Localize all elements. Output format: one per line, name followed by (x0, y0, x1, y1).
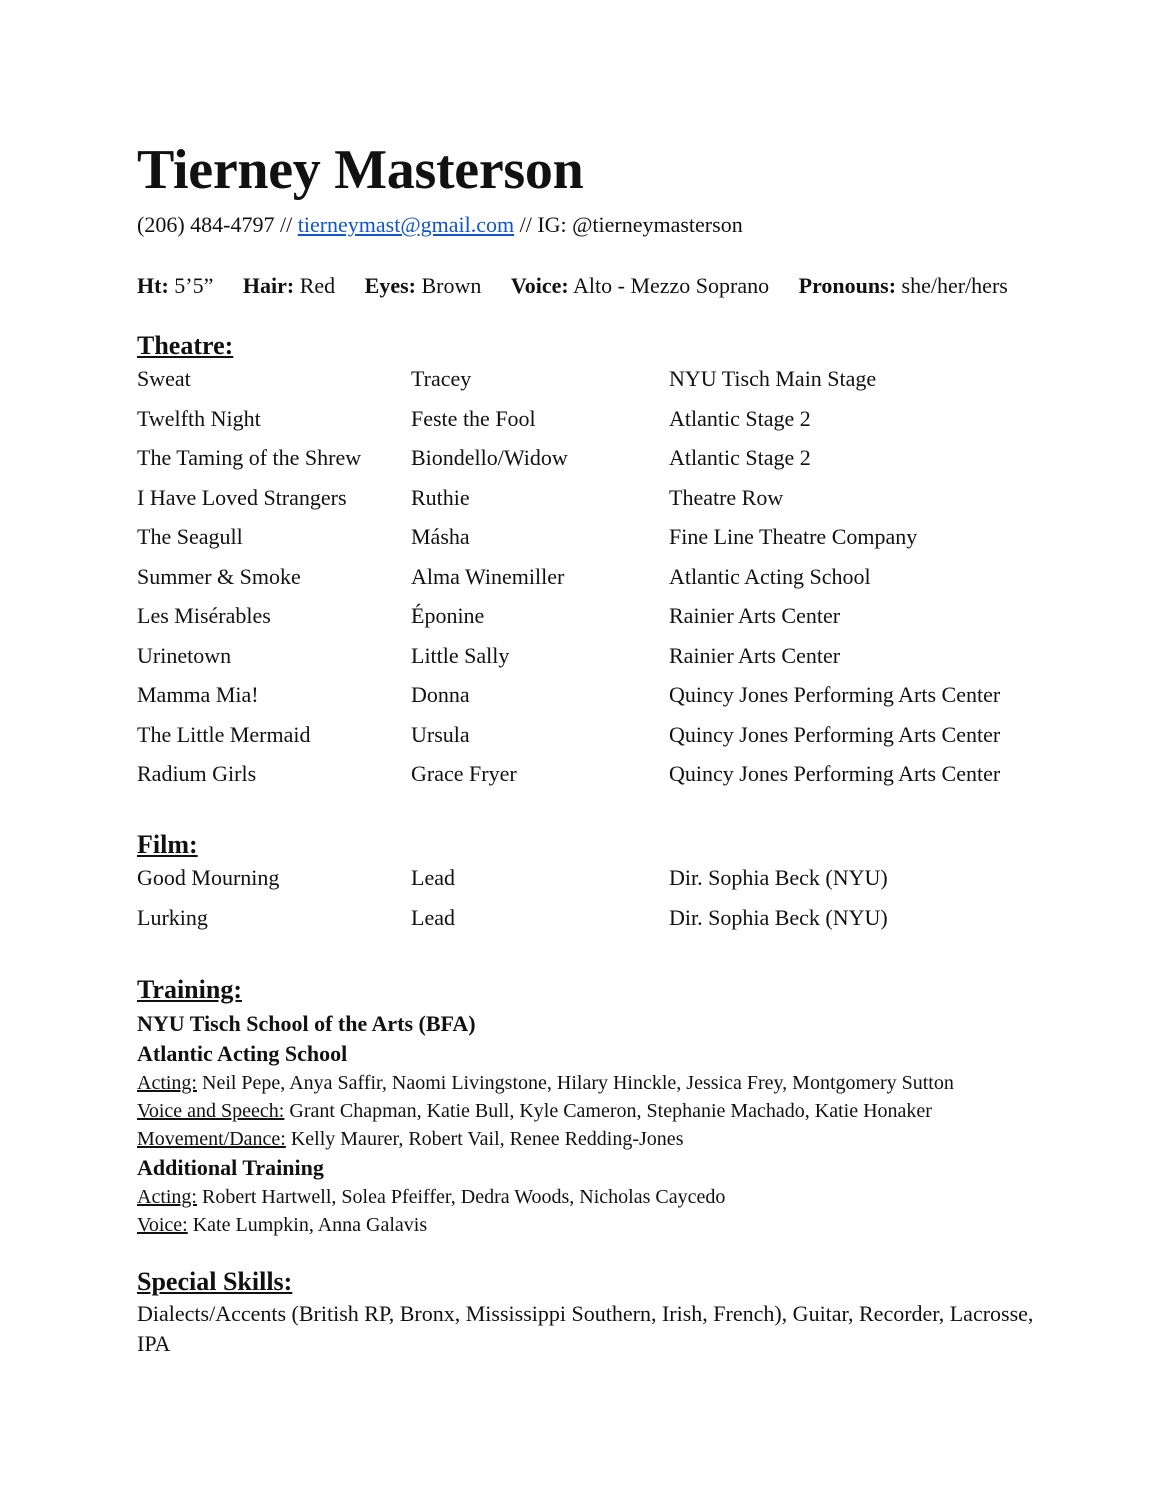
stat-value: she/her/hers (901, 273, 1008, 298)
credit-row (137, 904, 1137, 944)
training-line (137, 1183, 1117, 1211)
stat-label: Hair: (242, 273, 295, 298)
credit-row (137, 484, 1137, 524)
stat-height (137, 273, 213, 298)
credit-show: Mamma Mia! (137, 682, 259, 707)
credit-role: Ruthie (411, 484, 470, 510)
credit-row (137, 444, 1137, 484)
credit-venue: Theatre Row (669, 484, 784, 510)
stat-eyes (365, 273, 482, 298)
credit-row (137, 864, 1137, 904)
credit-role: Lead (411, 865, 455, 890)
theatre-credits (137, 365, 1137, 800)
credit-show: Urinetown (137, 642, 232, 668)
credit-role: Donna (411, 682, 470, 707)
stat-value: 5’5” (174, 273, 214, 298)
credit-role: Éponine (411, 603, 485, 628)
training-school-atlantic: Atlantic Acting School (137, 1041, 348, 1066)
credit-venue: Atlantic Stage 2 (669, 405, 811, 431)
training-teachers: Grant Chapman, Katie Bull, Kyle Cameron, Stephanie Machado, Katie Honaker (284, 1100, 932, 1122)
credit-role: Grace Fryer (411, 761, 517, 786)
stat-label: Pronouns: (798, 273, 897, 298)
credit-role: Feste the Fool (411, 405, 536, 431)
credit-venue: Rainier Arts Center (669, 603, 841, 628)
stat-value: Red (299, 273, 336, 298)
credit-show: Les Misérables (137, 603, 271, 628)
training-section (137, 1009, 1117, 1239)
training-label: Voice: (137, 1214, 188, 1236)
credit-role: Lead (411, 904, 455, 930)
credit-row (137, 365, 1137, 405)
credit-row (137, 721, 1137, 761)
credit-show: Summer & Smoke (137, 563, 301, 589)
training-line (137, 1125, 1117, 1153)
instagram-handle: // IG: @tierneymasterson (514, 212, 743, 237)
stat-hair (243, 273, 335, 298)
email-link[interactable]: tierneymast@gmail.com (297, 212, 515, 237)
credit-venue: Quincy Jones Performing Arts Center (669, 721, 1001, 747)
section-title-skills: Special Skills: (137, 1267, 293, 1296)
credit-show: Radium Girls (137, 761, 257, 786)
training-label: Voice and Speech: (137, 1100, 285, 1122)
stat-value: Alto - Mezzo Soprano (573, 273, 770, 298)
stat-pronouns (799, 273, 1008, 298)
credit-show: The Little Mermaid (137, 721, 311, 747)
credit-row (137, 405, 1137, 445)
training-additional-heading: Additional Training (137, 1155, 324, 1180)
section-title-training: Training: (137, 975, 242, 1004)
contact-separator: // (274, 212, 298, 237)
physical-stats (137, 272, 1032, 300)
credit-role: Alma Winemiller (411, 563, 565, 589)
credit-show: I Have Loved Strangers (137, 484, 347, 510)
credit-show: Sweat (137, 366, 191, 391)
credit-venue: Quincy Jones Performing Arts Center (669, 682, 1001, 707)
stat-voice (511, 273, 769, 298)
credit-row (137, 602, 1137, 642)
credit-venue: Atlantic Stage 2 (669, 445, 811, 470)
contact-line (137, 211, 743, 239)
credit-director: Dir. Sophia Beck (NYU) (669, 865, 888, 890)
training-teachers: Kate Lumpkin, Anna Galavis (187, 1214, 428, 1236)
special-skills-text: Dialects/Accents (British RP, Bronx, Mississippi Southern, Irish, French), Guitar, Recorder, Lacrosse, IPA (137, 1301, 1034, 1356)
training-label: Acting: (137, 1186, 197, 1208)
credit-venue: Atlantic Acting School (669, 563, 871, 589)
actor-name: Tierney Masterson (137, 139, 584, 201)
credit-row (137, 760, 1137, 800)
credit-row (137, 523, 1137, 563)
training-line (137, 1097, 1117, 1125)
credit-venue: Rainier Arts Center (669, 642, 841, 668)
credit-role: Ursula (411, 721, 470, 747)
phone-number: (206) 484-4797 (137, 212, 275, 237)
credit-venue: Quincy Jones Performing Arts Center (669, 761, 1001, 786)
film-credits (137, 864, 1137, 943)
credit-film: Lurking (137, 904, 208, 930)
credit-film: Good Mourning (137, 865, 280, 890)
stat-label: Voice: (510, 273, 569, 298)
credit-venue: NYU Tisch Main Stage (669, 366, 877, 391)
credit-role: Tracey (411, 366, 472, 391)
credit-director: Dir. Sophia Beck (NYU) (669, 904, 888, 930)
credit-venue: Fine Line Theatre Company (669, 524, 918, 549)
section-title-film: Film: (137, 830, 198, 859)
credit-row (137, 642, 1137, 682)
training-teachers: Kelly Maurer, Robert Vail, Renee Redding-Jones (285, 1128, 684, 1150)
credit-role: Biondello/Widow (411, 445, 568, 470)
stat-label: Eyes: (364, 273, 416, 298)
credit-show: The Taming of the Shrew (137, 445, 362, 470)
credit-show: Twelfth Night (137, 405, 261, 431)
credit-row (137, 563, 1137, 603)
credit-role: Little Sally (411, 642, 510, 668)
training-teachers: Neil Pepe, Anya Saffir, Naomi Livingstone, Hilary Hinckle, Jessica Frey, Montgomery Sutton (197, 1072, 954, 1094)
training-label: Acting: (137, 1072, 197, 1094)
training-line (137, 1069, 1117, 1097)
training-teachers: Robert Hartwell, Solea Pfeiffer, Dedra Woods, Nicholas Caycedo (197, 1186, 726, 1208)
stat-label: Ht: (137, 273, 169, 298)
training-line (137, 1211, 1117, 1239)
training-label: Movement/Dance: (137, 1128, 286, 1150)
section-title-theatre: Theatre: (137, 331, 234, 360)
credit-role: Másha (411, 524, 470, 549)
training-school-nyu: NYU Tisch School of the Arts (BFA) (137, 1011, 476, 1036)
credit-show: The Seagull (137, 524, 243, 549)
credit-row (137, 681, 1137, 721)
stat-value: Brown (421, 273, 482, 298)
